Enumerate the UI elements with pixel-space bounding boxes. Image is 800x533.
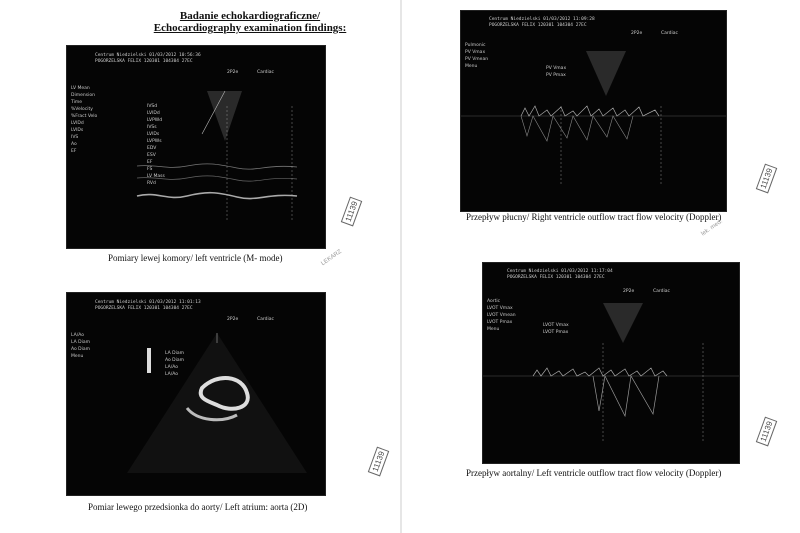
ultrasound-panel-la-ao bbox=[66, 292, 326, 496]
caption-la-ao: Pomiar lewego przedsionka do aorty/ Left atrium: aorta (2D) bbox=[88, 502, 308, 512]
ultrasound-panel-lv-outflow bbox=[482, 262, 740, 464]
measurement-label: LVOT Pmax bbox=[543, 330, 569, 335]
caption-lv-outflow: Przepływ aortalny/ Left ventricle outflow tract flow velocity (Doppler) bbox=[466, 468, 722, 478]
measurement-label: LA/Ao bbox=[165, 372, 178, 377]
menu-item[interactable]: LVOT Vmax bbox=[487, 306, 513, 311]
menu-item[interactable]: Time bbox=[71, 100, 83, 105]
preset-label: Cardiac bbox=[257, 70, 275, 75]
panel-header-line1: Centrum Niedzielski 01/03/2012 10:56:36 bbox=[95, 53, 201, 58]
measurement-label: LA Diam bbox=[165, 351, 184, 356]
menu-item[interactable]: %Fract Velo bbox=[71, 114, 98, 119]
preset-label: Cardiac bbox=[653, 289, 671, 294]
menu-item[interactable]: Pulmonic bbox=[465, 43, 486, 48]
measurement-label: LVPWd bbox=[147, 118, 163, 123]
menu-item[interactable]: LVIDd bbox=[71, 121, 84, 126]
doppler-waveform bbox=[483, 263, 739, 463]
measurement-label: EF bbox=[147, 160, 153, 165]
ultrasound-panel-m-mode bbox=[66, 45, 326, 249]
caption-m-mode: Pomiary lewej komory/ left ventricle (M- mode) bbox=[108, 253, 283, 263]
menu-item[interactable]: LA Diam bbox=[71, 340, 90, 345]
menu-item[interactable]: PV Vmean bbox=[465, 57, 489, 62]
signature: lek. med. bbox=[700, 218, 724, 238]
stamp: 11139 bbox=[756, 417, 777, 447]
menu-item[interactable]: Menu bbox=[71, 354, 84, 359]
document-title bbox=[90, 10, 410, 34]
measurement-label: ESV bbox=[147, 153, 156, 158]
measurement-label: RVd bbox=[147, 181, 156, 186]
stamp: 11139 bbox=[341, 197, 362, 227]
measurement-label: EDV bbox=[147, 146, 157, 151]
measurement-label: LVIDd bbox=[147, 111, 160, 116]
measurement-label: LVIDs bbox=[147, 132, 160, 137]
menu-item[interactable]: Menu bbox=[465, 64, 478, 69]
stamp: 11139 bbox=[368, 447, 389, 477]
panel-header-line1: Centrum Niedzielski 01/03/2012 11:17:04 bbox=[507, 269, 613, 274]
mode-label: 2P2e bbox=[631, 31, 643, 36]
measurement-label: IVSd bbox=[147, 104, 158, 109]
title-polish: Badanie echokardiograficzne/ bbox=[179, 10, 321, 22]
menu-item[interactable]: Dimension bbox=[71, 93, 95, 98]
menu-item[interactable]: Ao bbox=[71, 142, 77, 147]
menu-item[interactable]: EF bbox=[71, 149, 77, 154]
m-mode-trace bbox=[67, 46, 325, 248]
measurement-label: Ao Diam bbox=[165, 358, 185, 363]
menu-item[interactable]: %Velocity bbox=[71, 107, 93, 112]
preset-label: Cardiac bbox=[257, 317, 275, 322]
menu-item[interactable]: LVIDs bbox=[71, 128, 84, 133]
panel-header-line2: POGORZELSKA FELIX 120301 104304 27EC bbox=[95, 306, 193, 311]
mode-label: 2P2e bbox=[227, 70, 239, 75]
echo-2d-image bbox=[67, 293, 325, 495]
measurement-label: LA/Ao bbox=[165, 365, 178, 370]
menu-item[interactable]: LVOT Pmax bbox=[487, 320, 513, 325]
title-english: Echocardiography examination findings: bbox=[153, 22, 347, 34]
ultrasound-panel-rv-outflow bbox=[460, 10, 727, 212]
measurement-label: PV Vmax bbox=[546, 66, 567, 71]
measurement-label: PV Pmax bbox=[546, 73, 566, 78]
menu-item[interactable]: LVOT Vmean bbox=[487, 313, 516, 318]
measurement-label: LVOT Vmax bbox=[543, 323, 569, 328]
panel-header-line2: POGORZELSKA FELIX 120301 104304 27EC bbox=[489, 23, 587, 28]
mode-label: 2P2e bbox=[227, 317, 239, 322]
menu-item[interactable]: Aortic bbox=[487, 299, 501, 304]
menu-item[interactable]: Menu bbox=[487, 327, 500, 332]
menu-item[interactable]: LV Mean bbox=[71, 86, 90, 91]
measurement-label: FS bbox=[147, 167, 153, 172]
caption-rv-outflow: Przepływ płucny/ Right ventricle outflow tract flow velocity (Doppler) bbox=[466, 212, 722, 222]
mode-label: 2P2e bbox=[623, 289, 635, 294]
panel-header-line1: Centrum Niedzielski 01/03/2012 11:09:28 bbox=[489, 17, 595, 22]
signature: LEKARZ bbox=[320, 248, 343, 268]
panel-header-line2: POGORZELSKA FELIX 120301 104304 27EC bbox=[95, 59, 193, 64]
measurement-label: LV Mass bbox=[147, 174, 165, 179]
measurement-label: LVPWs bbox=[147, 139, 162, 144]
preset-label: Cardiac bbox=[661, 31, 679, 36]
menu-item[interactable]: PV Vmax bbox=[465, 50, 486, 55]
menu-item[interactable]: Ao Diam bbox=[71, 347, 91, 352]
measurement-label: IVSs bbox=[147, 125, 157, 130]
menu-item[interactable]: IVS bbox=[71, 135, 79, 140]
menu-item[interactable]: LA/Ao bbox=[71, 333, 84, 338]
page-fold bbox=[400, 0, 402, 533]
panel-header-line1: Centrum Niedzielski 01/03/2012 11:01:13 bbox=[95, 300, 201, 305]
doppler-waveform bbox=[461, 11, 726, 211]
stamp: 11139 bbox=[756, 164, 777, 194]
panel-header-line2: POGORZELSKA FELIX 120301 104304 27EC bbox=[507, 275, 605, 280]
